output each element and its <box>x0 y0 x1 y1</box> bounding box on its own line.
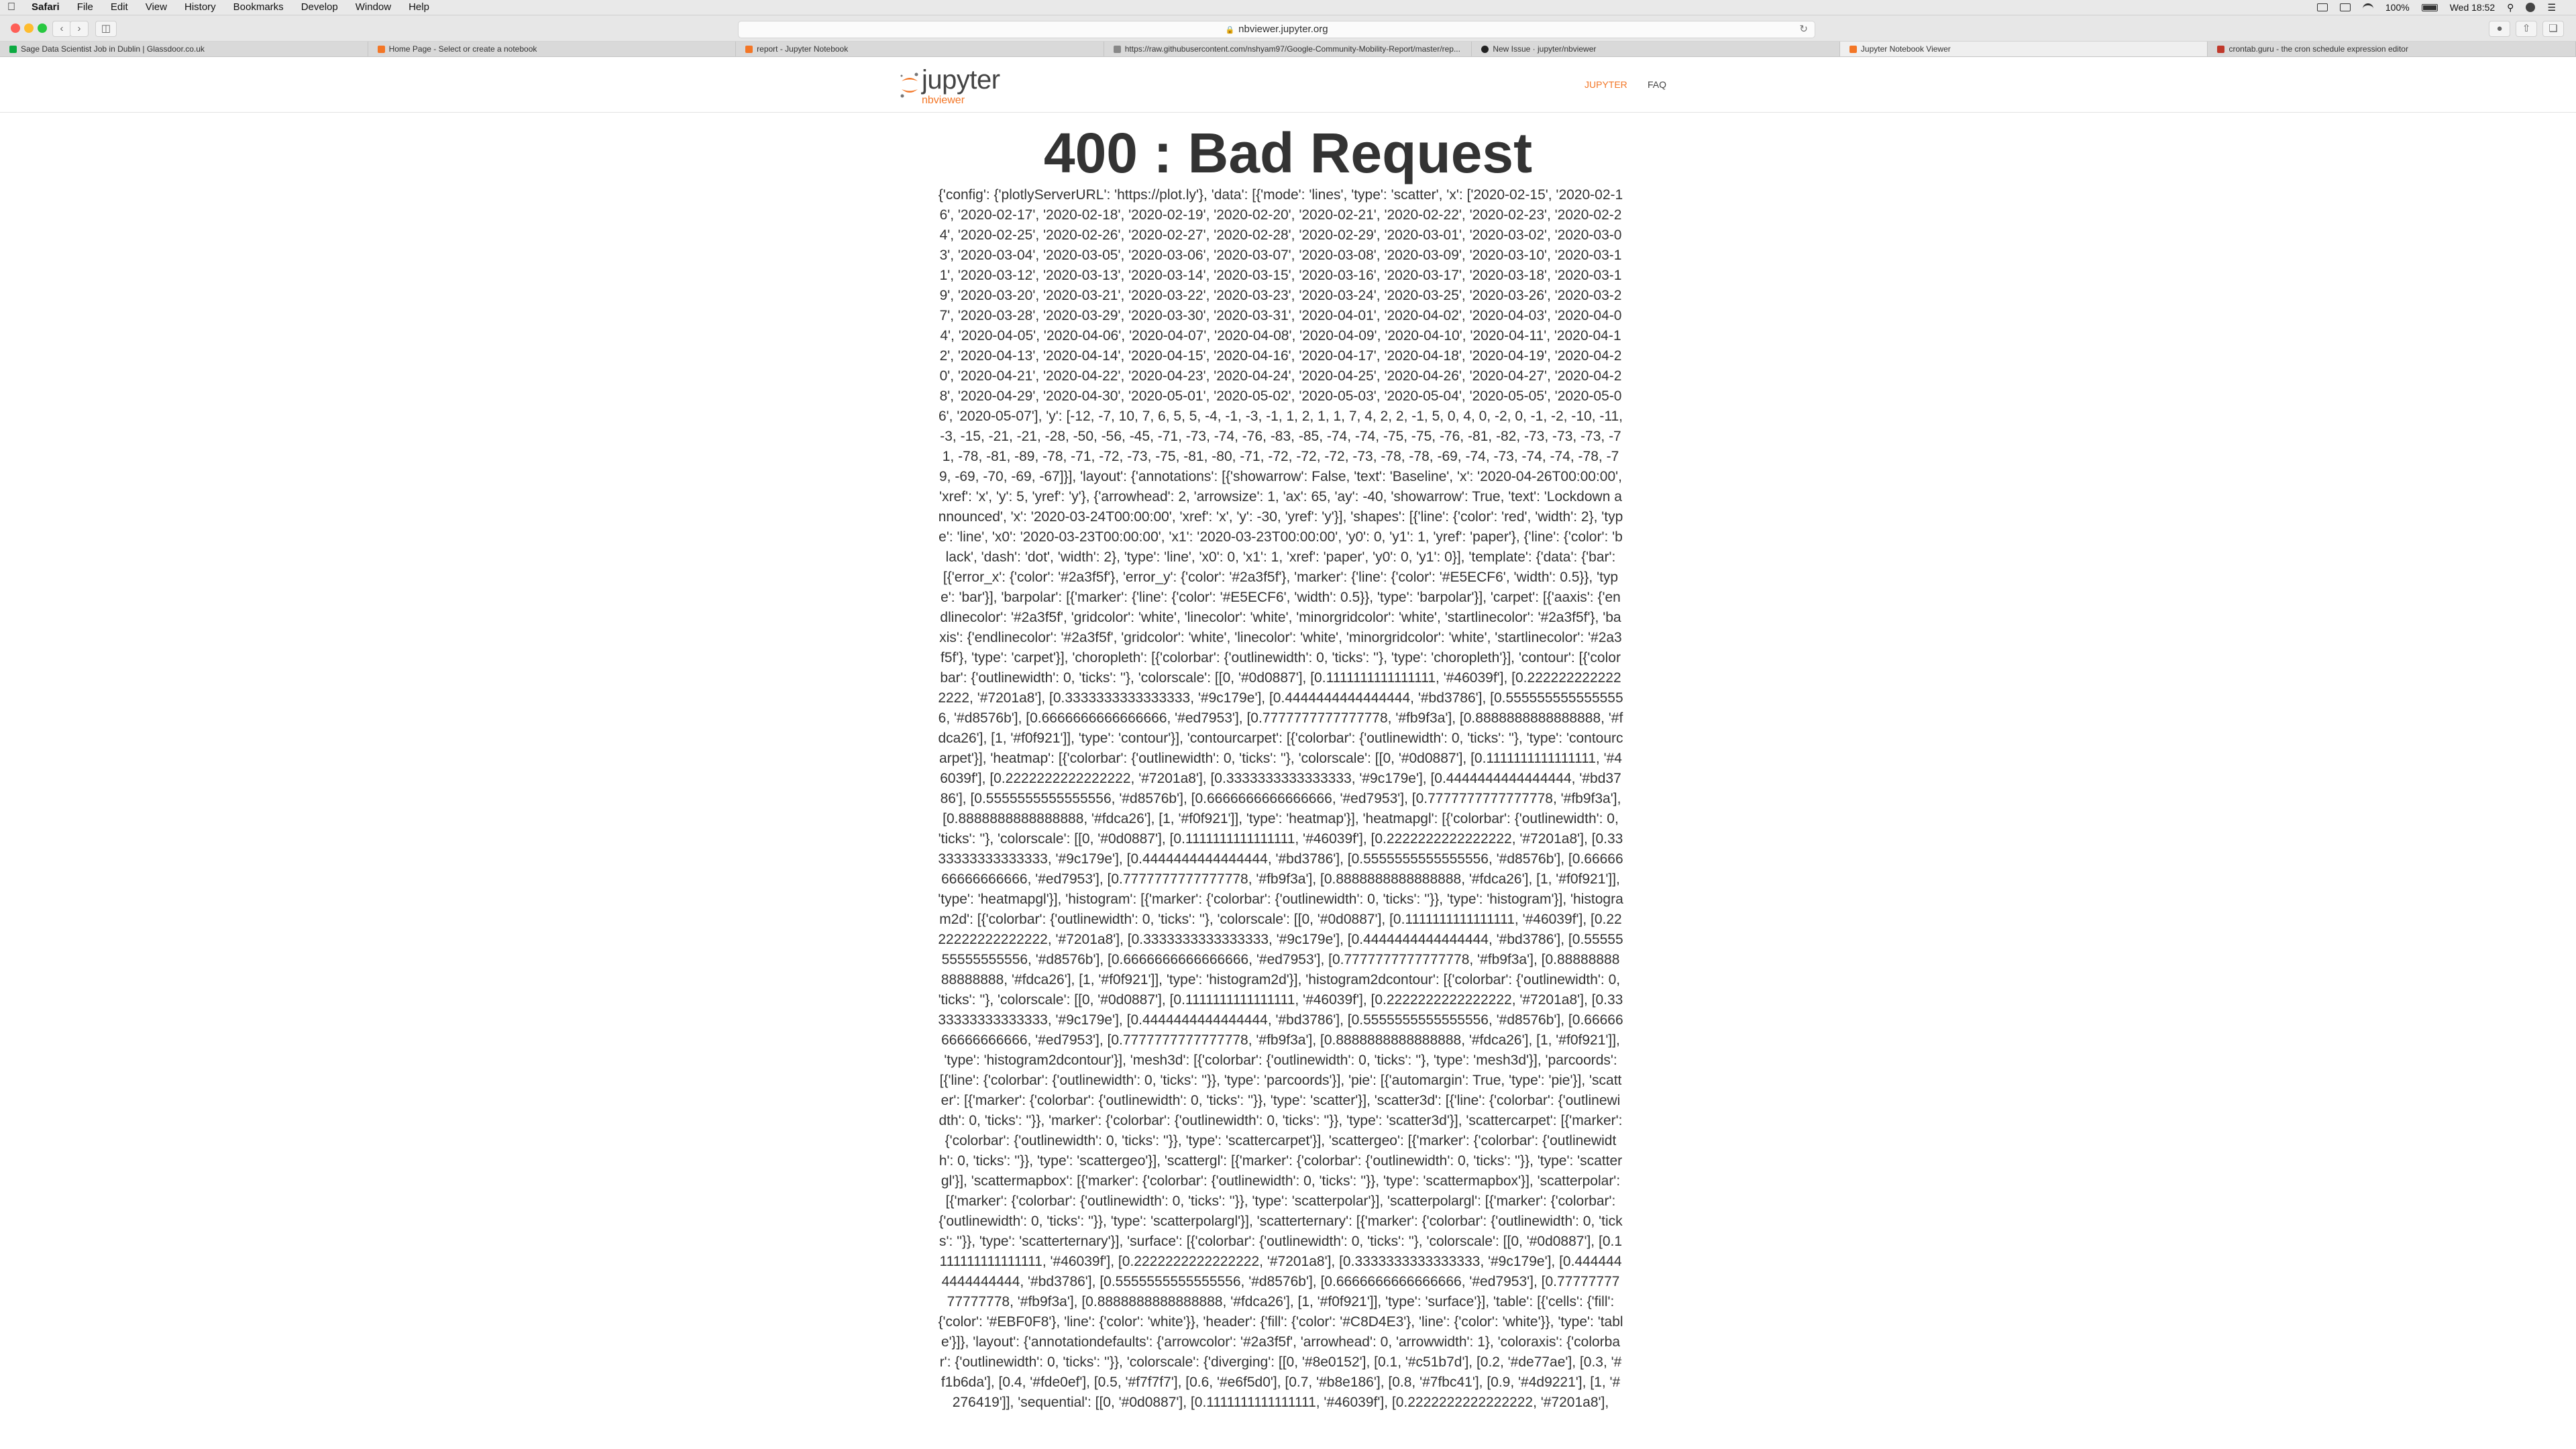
jupyter-logo-icon <box>898 69 922 100</box>
nav-link-jupyter[interactable]: JUPYTER <box>1585 79 1627 90</box>
menu-app-name[interactable]: Safari <box>32 1 60 13</box>
apple-icon[interactable] <box>0 1 23 13</box>
tab-new-issue[interactable] <box>1472 42 1840 56</box>
page-favicon-icon <box>1114 46 1121 53</box>
tabs-overview-icon[interactable]: ❏ <box>2542 21 2564 37</box>
menu-view[interactable]: View <box>145 1 167 13</box>
search-icon[interactable]: ⚲ <box>2507 1 2514 13</box>
menubar-clock[interactable]: Wed 18:52 <box>2449 2 2496 13</box>
wifi-icon[interactable] <box>2363 3 2373 12</box>
logo-text: jupyter <box>922 65 1000 95</box>
notification-center-icon[interactable]: ☰ <box>2547 1 2556 13</box>
tab-crontab-guru[interactable] <box>2208 42 2576 56</box>
address-text: nbviewer.jupyter.org <box>1238 23 1328 35</box>
glassdoor-favicon-icon <box>9 46 17 53</box>
menubar-status-area <box>2317 0 2556 15</box>
menu-window[interactable]: Window <box>355 1 392 13</box>
reload-icon[interactable]: ↻ <box>1799 23 1808 35</box>
menu-history[interactable]: History <box>184 1 216 13</box>
menu-help[interactable]: Help <box>409 1 429 13</box>
minimize-window-button[interactable] <box>24 23 34 33</box>
jupyter-nbviewer-logo[interactable] <box>898 65 1012 105</box>
back-button[interactable]: ‹ <box>52 21 71 37</box>
display-icon[interactable] <box>2317 3 2328 11</box>
tab-report-notebook[interactable] <box>736 42 1104 56</box>
close-window-button[interactable] <box>11 23 20 33</box>
tab-title: report - Jupyter Notebook <box>757 44 849 54</box>
tab-title: https://raw.githubusercontent.com/nshyam97/Google-Community-Mobility-Report/master/rep... <box>1124 44 1460 54</box>
sidebar-toggle-button[interactable]: ◫ <box>95 21 117 37</box>
fullscreen-window-button[interactable] <box>38 23 47 33</box>
jupyter-favicon-icon <box>1849 46 1857 53</box>
menu-file[interactable]: File <box>76 1 93 13</box>
tab-title: Sage Data Scientist Job in Dublin | Glassdoor.co.uk <box>21 44 205 54</box>
extension-icon[interactable]: ● <box>2489 21 2510 37</box>
address-bar[interactable] <box>738 21 1815 38</box>
siri-icon[interactable] <box>2526 3 2535 12</box>
nbviewer-header <box>0 57 2576 113</box>
macos-menu-bar <box>0 0 2576 15</box>
battery-icon[interactable] <box>2422 4 2438 11</box>
nav-link-faq[interactable]: FAQ <box>1648 79 1667 90</box>
menu-develop[interactable]: Develop <box>301 1 338 13</box>
tab-jupyter-notebook-viewer[interactable] <box>1840 42 2208 56</box>
tab-title: crontab.guru - the cron schedule expression editor <box>2229 44 2408 54</box>
error-title: 400 : Bad Request <box>1043 121 1533 184</box>
toolbar-right-buttons <box>2489 21 2564 37</box>
crontab-favicon-icon <box>2217 46 2224 53</box>
logo-subtext: nbviewer <box>922 95 965 106</box>
forward-button[interactable]: › <box>70 21 89 37</box>
tab-glassdoor[interactable] <box>0 42 368 56</box>
tab-raw-github[interactable] <box>1104 42 1472 56</box>
grid-icon[interactable] <box>2340 3 2351 11</box>
github-favicon-icon <box>1481 46 1489 53</box>
browser-toolbar <box>0 15 2576 42</box>
lock-icon: 🔒 <box>1225 26 1235 34</box>
share-icon[interactable]: ⇧ <box>2516 21 2537 37</box>
menu-bookmarks[interactable]: Bookmarks <box>233 1 284 13</box>
tab-home-page[interactable] <box>368 42 737 56</box>
tab-title: Home Page - Select or create a notebook <box>388 44 537 54</box>
tab-bar <box>0 42 2576 57</box>
jupyter-favicon-icon <box>378 46 385 53</box>
battery-percent[interactable]: 100% <box>2385 2 2410 13</box>
error-message: {'config': {'plotlyServerURL': 'https://plot.ly'}, 'data': [{'mode': 'lines', 'type': 'scatter', 'x': ['2020-02-15', '2020-02-16', '2020-02-17', '2020-02-18', '2020-02-19', '2020-02-20', '2020-02-21', '2020-02-22', '2020-02-23', '2020-02-24', '2020-02-25', '2020-02-26', '2020-02-27', '2020-02-28', '2020-02-29', '2020-03-01', '2020-03-02', '2020-03-03', '2020-03-04', '2020-03-05', '2020-03-06', '2020-03-07', '2020-03-08', '2020-03-09', '2020-03-10', '2020-03-11', '2020-03-12', '2020-03-13', '2020-03-14', '2020-03-15', '2020-03-16', '2020-03-17', '2020-03-18', '2020-03-19', '2020-03-20', '2020-03-21', '2020-03-22', '2020-03-23', '2020-03-24', '2020-03-25', '2020-03-26', '2020-03-27', '2020-03-28', '2020-03-29', '2020-03-30', '2020-03-31', '2020-04-01', '2020-04-02', '2020-04-03', '2020-04-04', '2020-04-05', '2020-04-06', '2020-04-07', '2020-04-08', '2020-04-09', '2020-04-10', '2020-04-11', '2020-04-12', '2020-04-13', '2020-04-14', '2020-04-15', '2020-04-16', '2020-04-17', '2020-04-18', '2020-04-19', '2020-04-20', '2020-04-21', '2020-04-22', '2020-04-23', '2020-04-24', '2020-04-25', '2020-04-26', '2020-04-27', '2020-04-28', '2020-04-29', '2020-04-30', '2020-05-01', '2020-05-02', '2020-05-03', '2020-05-04', '2020-05-05', '2020-05-06', '2020-05-07'], 'y': [-12, -7, 10, 7, 6, 5, 5, -4, -1, -3, -1, 1, 2, 1, 1, 7, 4, 2, 2, -1, 5, 0, 4, 0, -2, 0, -1, -2, -10, -11, -3, -15, -21, -21, -28, -50, -56, -45, -71, -73, -74, -76, -83, -85, -74, -74, -75, -75, -76, -81, -82, -73, -73, -73, -71, -78, -81, -89, -78, -71, -72, -73, -75, -81, -80, -71, -72, -72, -72, -73, -78, -78, -69, -74, -73, -74, -74, -78, -79, -69, -70, -69, -67]}], 'layout': {'annotations': [{'showarrow': False, 'text': 'Baseline', 'x': '2020-04-26T00:00:00', 'xref': 'x', 'y': 5, 'yref': 'y'}, {'arrowhead': 2, 'arrowsize': 1, 'ax': 65, 'ay': -40, 'showarrow': True, 'text': 'Lockdown announced', 'x': '2020-03-24T00:00:00', 'xref': 'x', 'y': -30, 'yref': 'y'}], 'shapes': [{'line': {'color': 'red', 'width': 2}, 'type': 'line', 'x0': '2020-03-23T00:00:00', 'x1': '2020-03-23T00:00:00', 'y0': 0, 'y1': 1, 'yref': 'paper'}, {'line': {'color': 'black', 'dash': 'dot', 'width': 2}, 'type': 'line', 'x0': 0, 'x1': 1, 'xref': 'paper', 'y0': 0, 'y1': 0}], 'template': {'data': {'bar': [{'error_x': {'color': '#2a3f5f'}, 'error_y': {'color': '#2a3f5f'}, 'marker': {'line': {'color': '#E5ECF6', 'width': 0.5}}, 'type': 'bar'}], 'barpolar': [{'marker': {'line': {'color': '#E5ECF6', 'width': 0.5}}, 'type': 'barpolar'}], 'carpet': [{'aaxis': {'endlinecolor': '#2a3f5f', 'gridcolor': 'white', 'linecolor': 'white', 'minorgridcolor': 'white', 'startlinecolor': '#2a3f5f'}, 'baxis': {'endlinecolor': '#2a3f5f', 'gridcolor': 'white', 'linecolor': 'white', 'minorgridcolor': 'white', 'startlinecolor': '#2a3f5f'}, 'type': 'carpet'}], 'choropleth': [{'colorbar': {'outlinewidth': 0, 'ticks': ''}, 'type': 'choropleth'}], 'contour': [{'colorbar': {'outlinewidth': 0, 'ticks': ''}, 'colorscale': [[0, '#0d0887'], [0.1111111111111111, '#46039f'], [0.2222222222222222, '#7201a8'], [0.3333333333333333, '#9c179e'], [0.4444444444444444, '#bd3786'], [0.5555555555555556, '#d8576b'], [0.6666666666666666, '#ed7953'], [0.7777777777777778, '#fb9f3a'], [0.8888888888888888, '#fdca26'], [1, '#f0f921']], 'type': 'contour'}], 'contourcarpet': [{'colorbar': {'outlinewidth': 0, 'ticks': ''}, 'type': 'contourcarpet'}], 'heatmap': [{'colorbar': {'outlinewidth': 0, 'ticks': ''}, 'colorscale': [[0, '#0d0887'], [0.1111111111111111, '#46039f'], [0.2222222222222222, '#7201a8'], [0.3333333333333333, '#9c179e'], [0.4444444444444444, '#bd3786'], [0.5555555555555556, '#d8576b'], [0.6666666666666666, '#ed7953'], [0.7777777777777778, '#fb9f3a'], [0.8888888888888888, '#fdca26'], [1, '#f0f921']], 'type': 'heatmap'}], 'heatmapgl': [{'colorbar': {'outlinewidth': 0, 'ticks': ''}, 'colorscale': [[0, '#0d0887'], [0.1111111111111111, '#46039f'], [0.2222222222222222, '#7201a8'], [0.3333333333333333, '#9c179e'], [0.4444444444444444, '#bd3786'], [0.5555555555555556, '#d8576b'], [0.6666666666666666, '#ed7953'], [0.7777777777777778, '#fb9f3a'], [0.8888888888888888, '#fdca26'], [1, '#f0f921']], 'type': 'heatmapgl'}], 'histogram': [{'marker': {'colorbar': {'outlinewidth': 0, 'ticks': ''}}, 'type': 'histogram'}], 'histogram2d': [{'colorbar': {'outlinewidth': 0, 'ticks': ''}, 'colorscale': [[0, '#0d0887'], [0.1111111111111111, '#46039f'], [0.2222222222222222, '#7201a8'], [0.3333333333333333, '#9c179e'], [0.4444444444444444, '#bd3786'], [0.5555555555555556, '#d8576b'], [0.6666666666666666, '#ed7953'], [0.7777777777777778, '#fb9f3a'], [0.8888888888888888, '#fdca26'], [1, '#f0f921']], 'type': 'histogram2d'}], 'histogram2dcontour': [{'colorbar': {'outlinewidth': 0, 'ticks': ''}, 'colorscale': [[0, '#0d0887'], [0.1111111111111111, '#46039f'], [0.2222222222222222, '#7201a8'], [0.3333333333333333, '#9c179e'], [0.4444444444444444, '#bd3786'], [0.5555555555555556, '#d8576b'], [0.6666666666666666, '#ed7953'], [0.7777777777777778, '#fb9f3a'], [0.8888888888888888, '#fdca26'], [1, '#f0f921']], 'type': 'histogram2dcontour'}], 'mesh3d': [{'colorbar': {'outlinewidth': 0, 'ticks': ''}, 'type': 'mesh3d'}], 'parcoords': [{'line': {'colorbar': {'outlinewidth': 0, 'ticks': ''}}, 'type': 'parcoords'}], 'pie': [{'automargin': True, 'type': 'pie'}], 'scatter': [{'marker': {'colorbar': {'outlinewidth': 0, 'ticks': ''}}, 'type': 'scatter'}], 'scatter3d': [{'line': {'colorbar': {'outlinewidth': 0, 'ticks': ''}}, 'marker': {'colorbar': {'outlinewidth': 0, 'ticks': ''}}, 'type': 'scatter3d'}], 'scattercarpet': [{'marker': {'colorbar': {'outlinewidth': 0, 'ticks': ''}}, 'type': 'scattercarpet'}], 'scattergeo': [{'marker': {'colorbar': {'outlinewidth': 0, 'ticks': ''}}, 'type': 'scattergeo'}], 'scattergl': [{'marker': {'colorbar': {'outlinewidth': 0, 'ticks': ''}}, 'type': 'scattergl'}], 'scattermapbox': [{'marker': {'colorbar': {'outlinewidth': 0, 'ticks': ''}}, 'type': 'scattermapbox'}], 'scatterpolar': [{'marker': {'colorbar': {'outlinewidth': 0, 'ticks': ''}}, 'type': 'scatterpolar'}], 'scatterpolargl': [{'marker': {'colorbar': {'outlinewidth': 0, 'ticks': ''}}, 'type': 'scatterpolargl'}], 'scatterternary': [{'marker': {'colorbar': {'outlinewidth': 0, 'ticks': ''}}, 'type': 'scatterternary'}], 'surface': [{'colorbar': {'outlinewidth': 0, 'ticks': ''}, 'colorscale': [[0, '#0d0887'], [0.1111111111111111, '#46039f'], [0.2222222222222222, '#7201a8'], [0.3333333333333333, '#9c179e'], [0.4444444444444444, '#bd3786'], [0.5555555555555556, '#d8576b'], [0.6666666666666666, '#ed7953'], [0.7777777777777778, '#fb9f3a'], [0.8888888888888888, '#fdca26'], [1, '#f0f921']], 'type': 'surface'}], 'table': [{'cells': {'fill': {'color': '#EBF0F8'}, 'line': {'color': 'white'}}, 'header': {'fill': {'color': '#C8D4E3'}, 'line': {'color': 'white'}}, 'type': 'table'}]}, 'layout': {'annotationdefaults': {'arrowcolor': '#2a3f5f', 'arrowhead': 0, 'arrowwidth': 1}, 'coloraxis': {'colorbar': {'outlinewidth': 0, 'ticks': ''}}, 'colorscale': {'diverging': [[0, '#8e0152'], [0.1, '#c51b7d'], [0.2, '#de77ae'], [0.3, '#f1b6da'], [0.4, '#fde0ef'], [0.5, '#f7f7f7'], [0.6, '#e6f5d0'], [0.7, '#b8e186'], [0.8, '#7fbc41'], [0.9, '#4d9221'], [1, '#276419']], 'sequential': [[0, '#0d0887'], [0.1111111111111111, '#46039f'], [0.2222222222222222, '#7201a8'], <box>938 187 1623 1410</box>
menu-edit[interactable]: Edit <box>110 1 128 13</box>
tab-title: New Issue · jupyter/nbviewer <box>1493 44 1597 54</box>
jupyter-favicon-icon <box>745 46 753 53</box>
tab-title: Jupyter Notebook Viewer <box>1860 44 1951 54</box>
